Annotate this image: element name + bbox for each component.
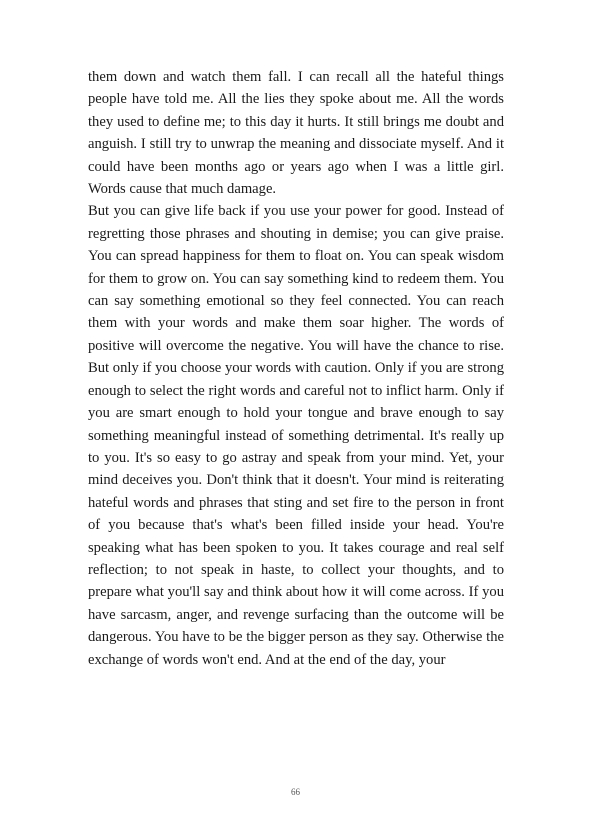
paragraph-2: But you can give life back if you use your power for good. Instead of regretting those phrases and shouting in demise; you can give praise. You can spread happiness for them to float on. You can speak wisdom for them to grow on. You can say something kind to redeem them. You can say something emotional so they feel connected. You can reach them with your words and make them soar higher. The words of positive will overcome the negative. You will have the chance to rise. But only if you choose your words with caution. Only if you are strong enough to select the right words and careful not to inflict harm. Only if you are smart enough to hold your tongue and brave enough to say something meaningful instead of something detrimental. It's really up to you. It's so easy to go astray and speak from your mind. Yet, your mind deceives you. Don't think that it doesn't. Your mind is reiterating hateful words and phrases that sting and set fire to the person in front of you because that's what's been filled inside your head. You're speaking what has been spoken to you. It takes courage and real self reflection; to not speak in haste, to collect your thoughts, and to prepare what you'll say and think about how it will come across. If you have sarcasm, anger, and revenge surfacing than the outcome will be dangerous. You have to be the bigger person as they say. Otherwise the exchange of words won't end. And at the end of the day, your xyxy=(88,203,504,668)
body-text xyxy=(88,66,504,671)
paragraph-1: them down and watch them fall. I can recall all the hateful things people have told me. All the lies they spoke about me. All the words they used to define me; to this day it hurts. It still brings me doubt and anguish. I still try to unwrap the meaning and dissociate myself. And it could have been months ago or years ago when I was a little girl. Words cause that much damage. xyxy=(88,69,504,198)
page-number: 66 xyxy=(291,787,300,797)
